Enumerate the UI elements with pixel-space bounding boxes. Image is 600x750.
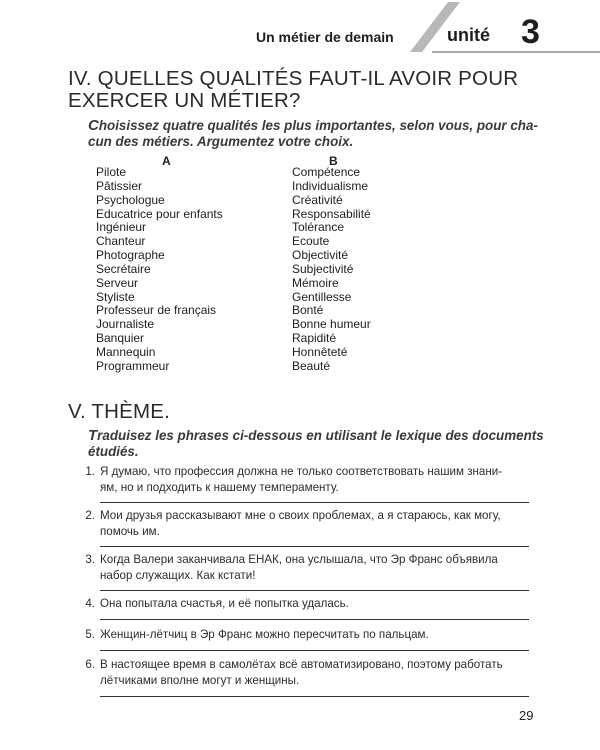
exercise-line: Она попытала счастья, и её попытка удалась. <box>100 597 349 610</box>
answer-line <box>100 546 529 547</box>
instruction-drop-cap: C <box>88 117 99 134</box>
quality-item: Compétence <box>292 165 361 179</box>
exercise-sentence <box>100 464 540 495</box>
professions-list <box>96 166 223 374</box>
header-divider-graphic <box>0 0 600 60</box>
section-5-instruction-line1 <box>88 428 548 444</box>
quality-item: Responsabilité <box>292 206 371 221</box>
profession-item: Banquier <box>96 331 145 346</box>
chapter-title: Un métier de demain <box>256 29 394 45</box>
profession-item: Styliste <box>96 289 135 304</box>
unit-label: unité <box>447 25 490 45</box>
exercise-line: В настоящее время в самолётах всё автоматизировано, поэтому работать <box>100 658 503 671</box>
section-4-instruction <box>88 118 548 150</box>
exercise-line: Когда Валери заканчивала ЕНАК, она услышала, что Эр Франс объявила <box>100 553 498 566</box>
quality-item: Beauté <box>292 358 331 373</box>
profession-item: Photographe <box>96 248 165 263</box>
section-4-title-line2: EXERCER UN MÉTIER? <box>68 89 301 112</box>
exercise-sentence <box>100 627 540 643</box>
exercise-sentence <box>100 657 540 688</box>
profession-item: Serveur <box>96 275 139 290</box>
profession-item: Ingénieur <box>96 220 147 235</box>
answer-line <box>100 619 529 620</box>
quality-item: Bonté <box>292 303 324 318</box>
quality-item: Bonne humeur <box>292 317 371 332</box>
exercise-number: 3. <box>85 553 95 566</box>
profession-item: Journaliste <box>96 317 155 332</box>
section-4-title <box>68 68 518 112</box>
profession-item: Secrétaire <box>96 261 151 276</box>
profession-item: Professeur de français <box>96 303 217 318</box>
quality-item: Honnêteté <box>292 344 348 359</box>
instruction-text: raduisez les phrases ci-dessous en utilisant le lexique des documents <box>97 428 544 443</box>
exercise-sentence <box>100 508 540 539</box>
profession-item: Psychologue <box>96 192 165 207</box>
exercise-number: 5. <box>85 628 95 641</box>
quality-item: Subjectivité <box>292 261 354 276</box>
profession-item: Educatrice pour enfants <box>96 206 223 221</box>
exercise-line: лётчиками вполне могут и женщины. <box>100 673 300 687</box>
exercise-line: набор служащих. Как кстати! <box>100 568 256 582</box>
answer-line <box>100 502 529 503</box>
quality-item: Gentillesse <box>292 289 352 304</box>
column-b-header: B <box>329 154 338 168</box>
exercise-line: Мои друзья рассказывают мне о своих проблемах, а я стараюсь, как могу, <box>100 509 501 522</box>
quality-item: Rapidité <box>292 331 337 346</box>
section-5-instruction <box>88 428 548 460</box>
exercise-number: 4. <box>85 597 95 610</box>
answer-line <box>100 696 529 697</box>
unit-number: 3 <box>521 13 540 51</box>
profession-item: Programmeur <box>96 358 170 373</box>
profession-item: Mannequin <box>96 344 156 359</box>
page-header <box>0 0 600 60</box>
section-5-instruction-line2: étudiés. <box>88 444 139 459</box>
exercise-line: помочь им. <box>100 524 160 538</box>
quality-item: Mémoire <box>292 275 339 290</box>
profession-item: Pâtissier <box>96 178 143 193</box>
quality-item: Ecoute <box>292 234 330 249</box>
quality-item: Tolérance <box>292 220 345 235</box>
answer-line <box>100 650 529 651</box>
exercise-line: Я думаю, что профессия должна не только соответствовать нашим знани- <box>100 465 503 478</box>
section-4-title-line1: IV. QUELLES QUALITÉS FAUT-IL AVOIR POUR <box>68 67 519 90</box>
answer-line <box>100 590 529 591</box>
page-number: 29 <box>519 708 534 723</box>
section-5-title: V. THÈME. <box>68 400 171 423</box>
instruction-text: hoisissez quatre qualités les plus importantes, selon vous, pour cha- <box>98 118 538 133</box>
column-a-header: A <box>162 154 171 168</box>
exercise-sentence <box>100 552 540 583</box>
exercise-number: 2. <box>85 509 95 522</box>
section-4-instruction-line2: cun des métiers. Argumentez votre choix. <box>88 134 354 149</box>
exercise-line: Женщин-лётчиц в Эр Франс можно пересчитать по пальцам. <box>100 628 429 641</box>
section-4-instruction-line1 <box>88 118 548 134</box>
quality-item: Individualisme <box>292 178 369 193</box>
exercise-line: ям, но и подходить к нашему темпераменту. <box>100 480 339 494</box>
qualities-list <box>292 166 371 374</box>
profession-item: Chanteur <box>96 234 146 249</box>
quality-item: Objectivité <box>292 248 349 263</box>
exercise-sentence <box>100 596 540 612</box>
quality-item: Créativité <box>292 192 343 207</box>
profession-item: Pilote <box>96 165 127 179</box>
exercise-number: 6. <box>85 658 95 671</box>
instruction-drop-cap: T <box>88 427 98 444</box>
exercise-number: 1. <box>85 465 95 478</box>
